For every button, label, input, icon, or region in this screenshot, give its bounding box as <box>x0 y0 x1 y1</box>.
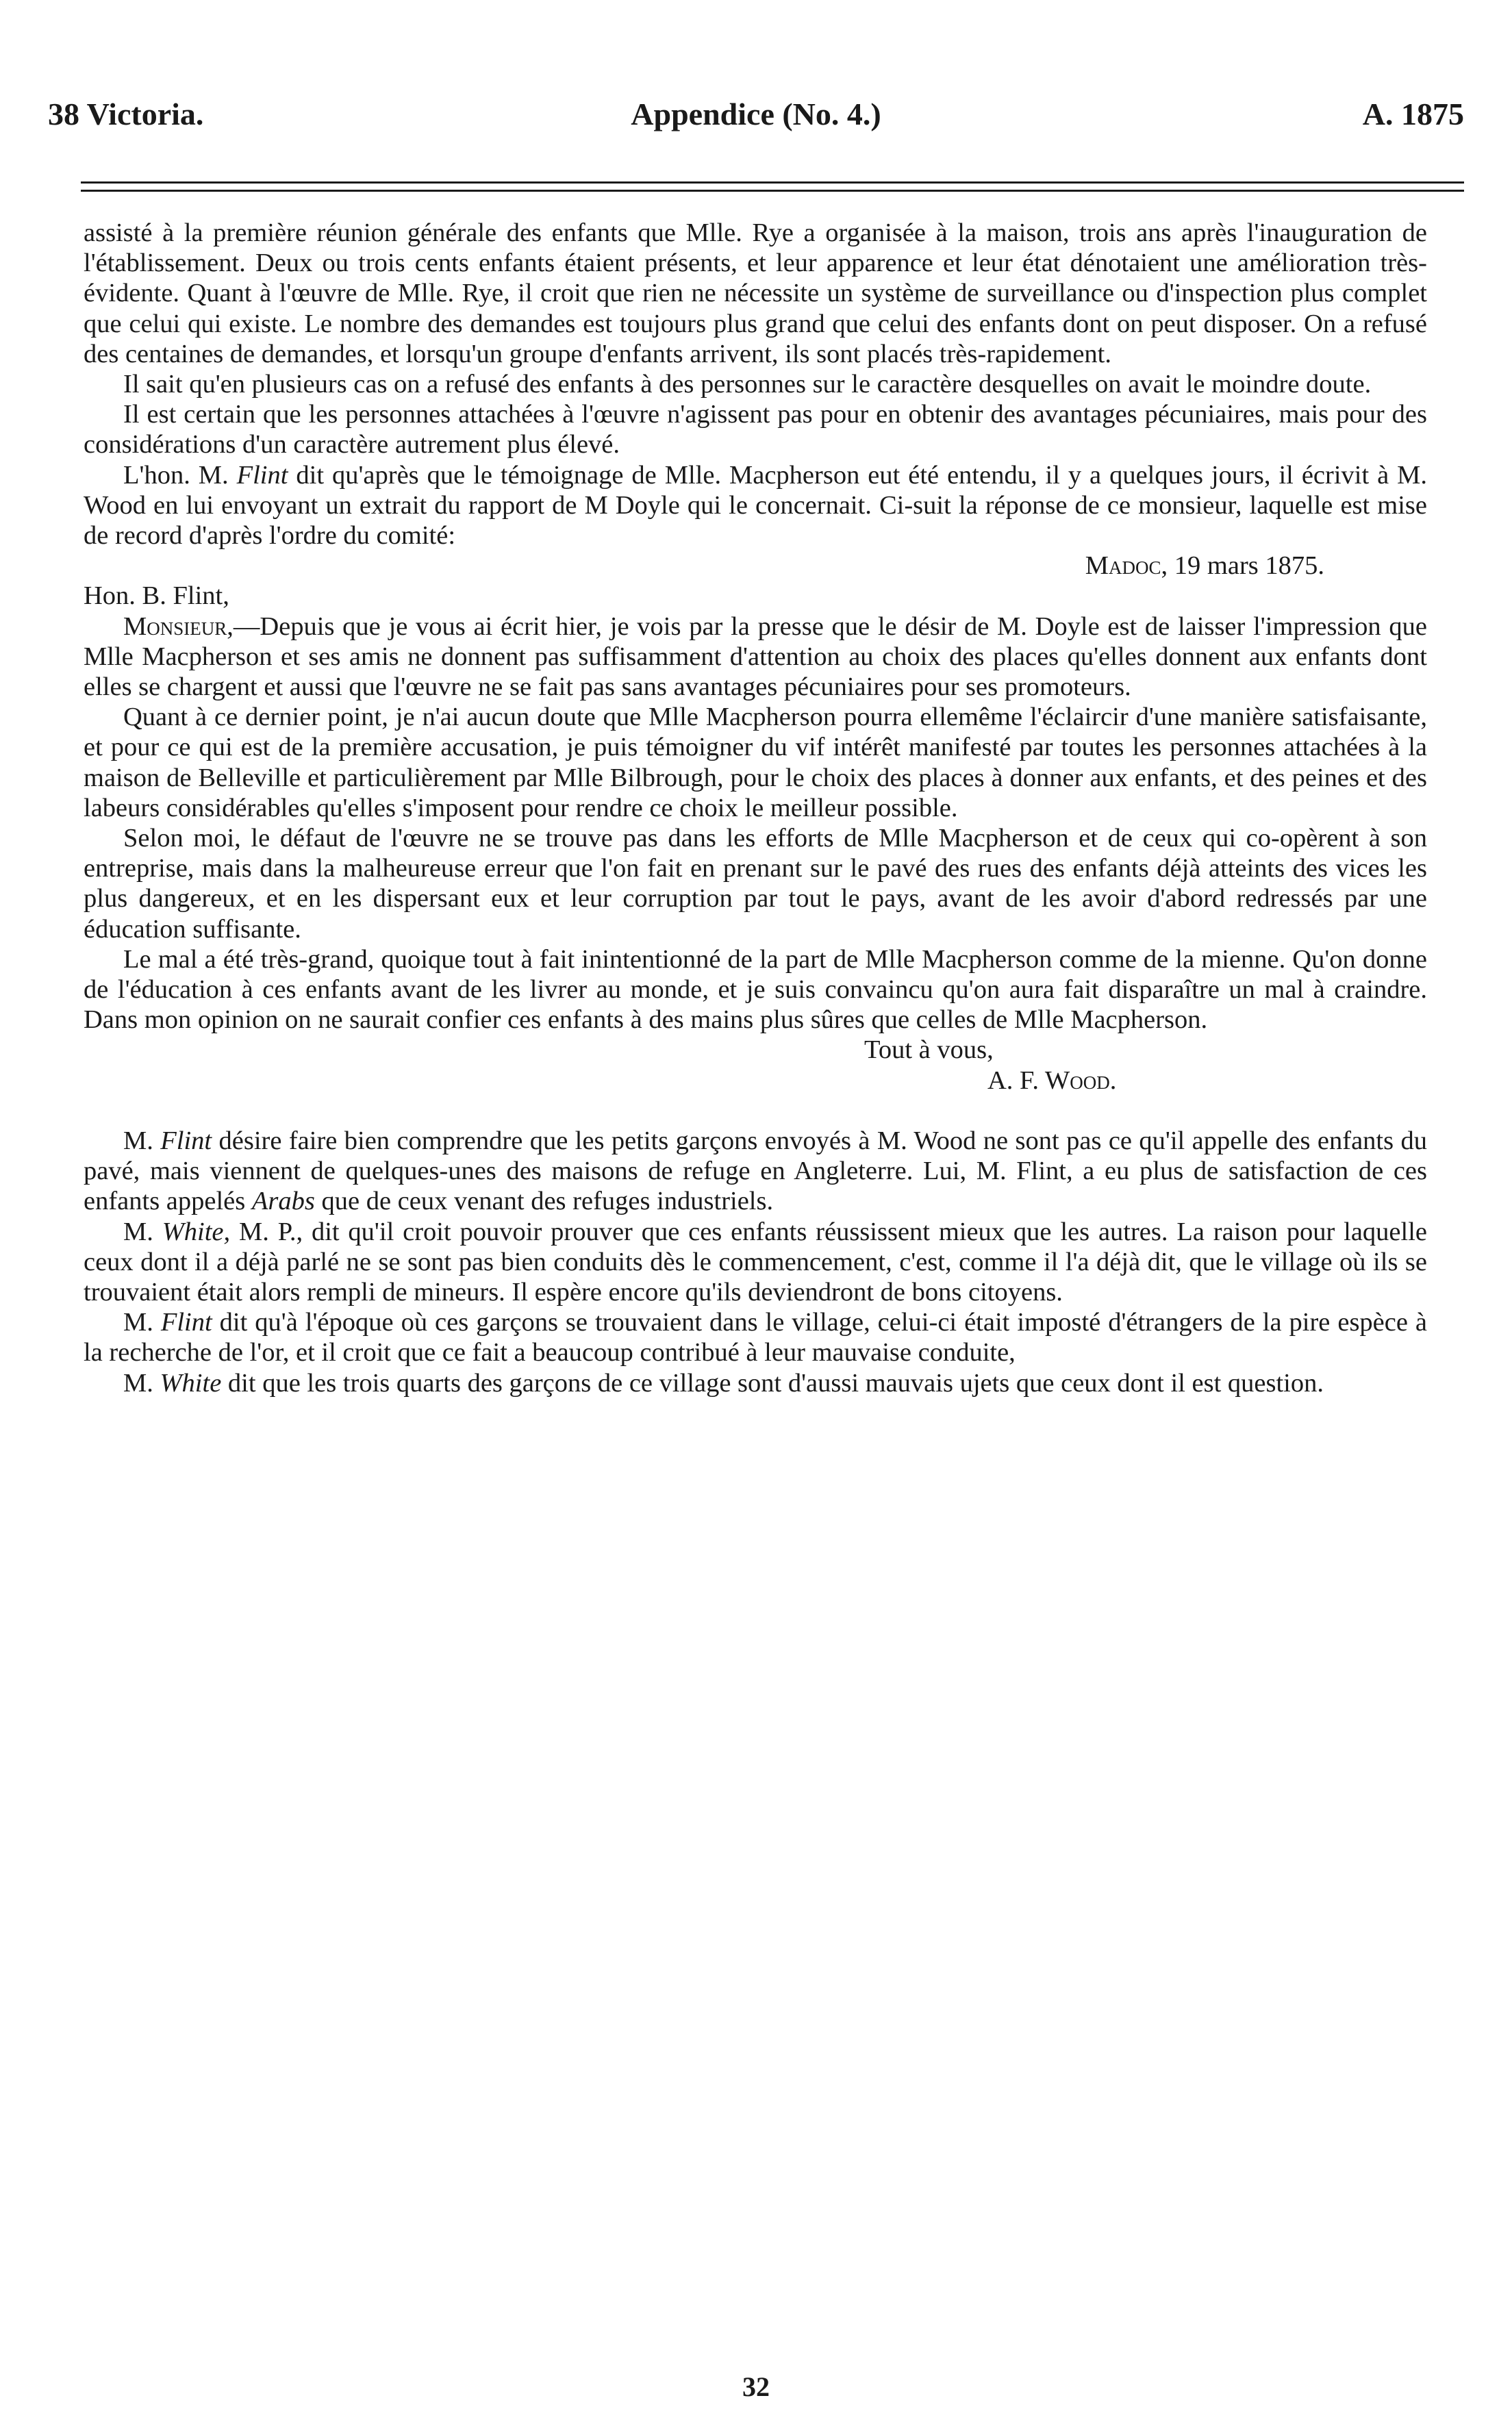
letter-opening: Monsieur, <box>123 611 234 641</box>
paragraph <box>84 1217 1427 1308</box>
paragraph: assisté à la première réunion générale des enfants que Mlle. Rye a organisée à la maison, trois ans après l'inauguration de l'établissement. Deux ou trois cents enfants étaient présents, et leur apparence et leur état dénotaient une amélioration très-évidente. Quant à l'œuvre de Mlle. Rye, il croit que rien ne nécessite un système de surveillance ou d'inspection plus complet que celui qui existe. Le nombre des demandes est toujours plus grand que celui des enfants dont on peut disposer. On a refusé des centaines de demandes, et lorsqu'un groupe d'enfants arrivent, ils sont placés très-rapidement. <box>84 218 1427 368</box>
letter-salutation: Hon. B. Flint, <box>84 581 229 611</box>
speaker-name: Flint <box>160 1126 212 1155</box>
header-year: A. 1875 <box>1362 97 1464 131</box>
text-run: M. <box>123 1217 162 1246</box>
text-run: M. <box>123 1308 161 1337</box>
text-run: L'hon. M. <box>123 460 237 490</box>
page-number: 32 <box>742 2371 770 2402</box>
text-run: M. P., dit qu'il croit pouvoir prouver que ces enfants réussissent mieux que les autres. La raison pour laquelle ceux dont il a déjà parlé ne se sont pas bien conduits dès le commencement, c'est, comme il l'a déjà dit, que le village où ils se trouvaient était alors rempli de mineurs. Il espère encore qu'ils deviendront de bons citoyens. <box>84 1217 1428 1307</box>
header-rule-top <box>81 181 1464 184</box>
paragraph <box>84 1368 1427 1398</box>
paragraph <box>84 611 1427 703</box>
page-header <box>48 96 1464 151</box>
dateline-date: 19 mars 1875. <box>1168 551 1324 581</box>
paragraph: Il est certain que les personnes attachées à l'œuvre n'agissent pas pour en obtenir des avantages pécuniaires, mais pour des considérations d'un caractère autrement plus élevé. <box>84 400 1427 459</box>
header-session: 38 Victoria. <box>48 97 204 131</box>
paragraph <box>84 1307 1427 1367</box>
text-run: M. <box>123 1126 161 1155</box>
paragraph: Selon moi, le défaut de l'œuvre ne se trouve pas dans les efforts de Mlle Macpherson et de ceux qui co-opèrent à son entreprise, mais dans la malheureuse erreur que l'on fait en prenant sur le pavé des rues des enfants déjà atteints des vices les plus dangereux, et en les dispersant eux et leur corruption par tout le pays, avant de les avoir d'abord redressés par une éducation suffisante. <box>84 824 1427 944</box>
paragraph: Il sait qu'en plusieurs cas on a refusé des enfants à des personnes sur le caractère desquelles on avait le moindre doute. <box>123 370 1372 399</box>
text-run: dit que les trois quarts des garçons de ce village sont d'aussi mauvais ujets que ceux dont il est question. <box>221 1368 1324 1398</box>
text-run: dit qu'après que le témoignage de Mlle. Macpherson eut été entendu, il y a quelques jours, il écrivit à M. Wood en lui envoyant un extrait du rapport de M Doyle qui le concernait. Ci-suit la réponse de ce monsieur, laquelle est mise de record d'après l'ordre du comité: <box>84 460 1428 551</box>
letter-dateline <box>84 551 1427 581</box>
paragraph <box>84 460 1427 551</box>
dateline-place: Madoc, <box>1085 551 1168 581</box>
text-run: M. <box>123 1368 160 1398</box>
paragraph: Quant à ce dernier point, je n'ai aucun doute que Mlle Macpherson pourra ellemême l'éclaircir d'une manière satisfaisante, et pour ce qui est de la première accusation, je puis témoigner du vif intérêt manifesté par toutes les personnes attachées à la maison de Belleville et particulièrement par Mlle Bilbrough, pour le choix des places à donner aux enfants, et des peines et des labeurs considérables qu'elles s'imposent pour rendre ce choix le meilleur possible. <box>84 703 1427 822</box>
letter-closing: Tout à vous, <box>864 1035 994 1065</box>
header-rules <box>81 181 1464 198</box>
speaker-name: Flint <box>236 460 288 490</box>
speaker-name: White <box>160 1368 222 1398</box>
text-run: désire faire bien comprendre que les petits garçons envoyés à M. Wood ne sont pas ce qu'il appelle des enfants du pavé, mais viennent de quelques-unes des maisons de refuge en Angleterre. Lui, M. Flint, a eu plus de satisfaction de ces enfants appelés <box>84 1126 1427 1216</box>
paragraph <box>84 1126 1427 1217</box>
paragraph: Le mal a été très-grand, quoique tout à fait inintentionné de la part de Mlle Macpherson comme de la mienne. Qu'on donne de l'éducation à ces enfants avant de les livrer au monde, et je suis convaincu qu'on aura fait disparaître un mal à craindre. Dans mon opinion on ne saurait confier ces enfants à des mains plus sûres que celles de Mlle Macpherson. <box>84 944 1427 1035</box>
letter-signature: A. F. Wood. <box>987 1065 1117 1095</box>
text-run: dit qu'à l'époque où ces garçons se trouvaient dans le village, celui-ci était imposté d'étrangers de la pire espèce à la recherche de l'or, et il croit que ce fait a beaucoup contribué à leur mauvaise conduite, <box>84 1308 1428 1367</box>
header-rule-bottom <box>81 190 1464 192</box>
text-run: que de ceux venant des refuges industriels. <box>314 1187 774 1216</box>
text-run: —Depuis que je vous ai écrit hier, je vois par la presse que le désir de M. Doyle est de laisser l'impression que Mlle Macpherson et ses amis ne donnent pas suffisamment d'attention au choix des places qu'elles donnent aux enfants dont elles se chargent et aussi que l'œuvre ne se fait pas sans avantages pécuniaires pour ses promoteurs. <box>84 611 1427 702</box>
speaker-name: Flint <box>160 1308 212 1337</box>
italic-term: Arabs <box>251 1187 315 1216</box>
header-appendix: Appendice (No. 4.) <box>631 97 881 131</box>
body-text <box>84 218 1427 1398</box>
speaker-name: White, <box>162 1217 231 1246</box>
